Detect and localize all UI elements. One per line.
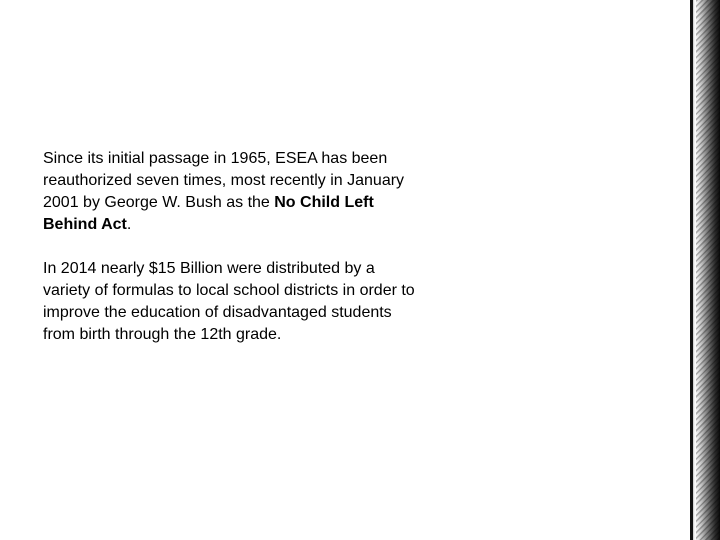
paragraph-esea-history-period: . [126,216,132,233]
paragraph-esea-history-text: Since its initial passage in 1965, ESEA has been reauthorized seven times, most recently in January 2001 by George W. Bush as the [43,150,405,211]
body-text [43,148,418,346]
paragraph-esea-history [43,148,418,236]
paragraph-funding: In 2014 nearly $15 Billion were distributed by a variety of formulas to local school districts in order to improve the education of disadvantaged students from birth through the 12th grade. [43,260,415,343]
nclb-act-emphasis: No Child Left Behind Act [43,194,374,233]
decorative-side-strip [690,0,720,540]
